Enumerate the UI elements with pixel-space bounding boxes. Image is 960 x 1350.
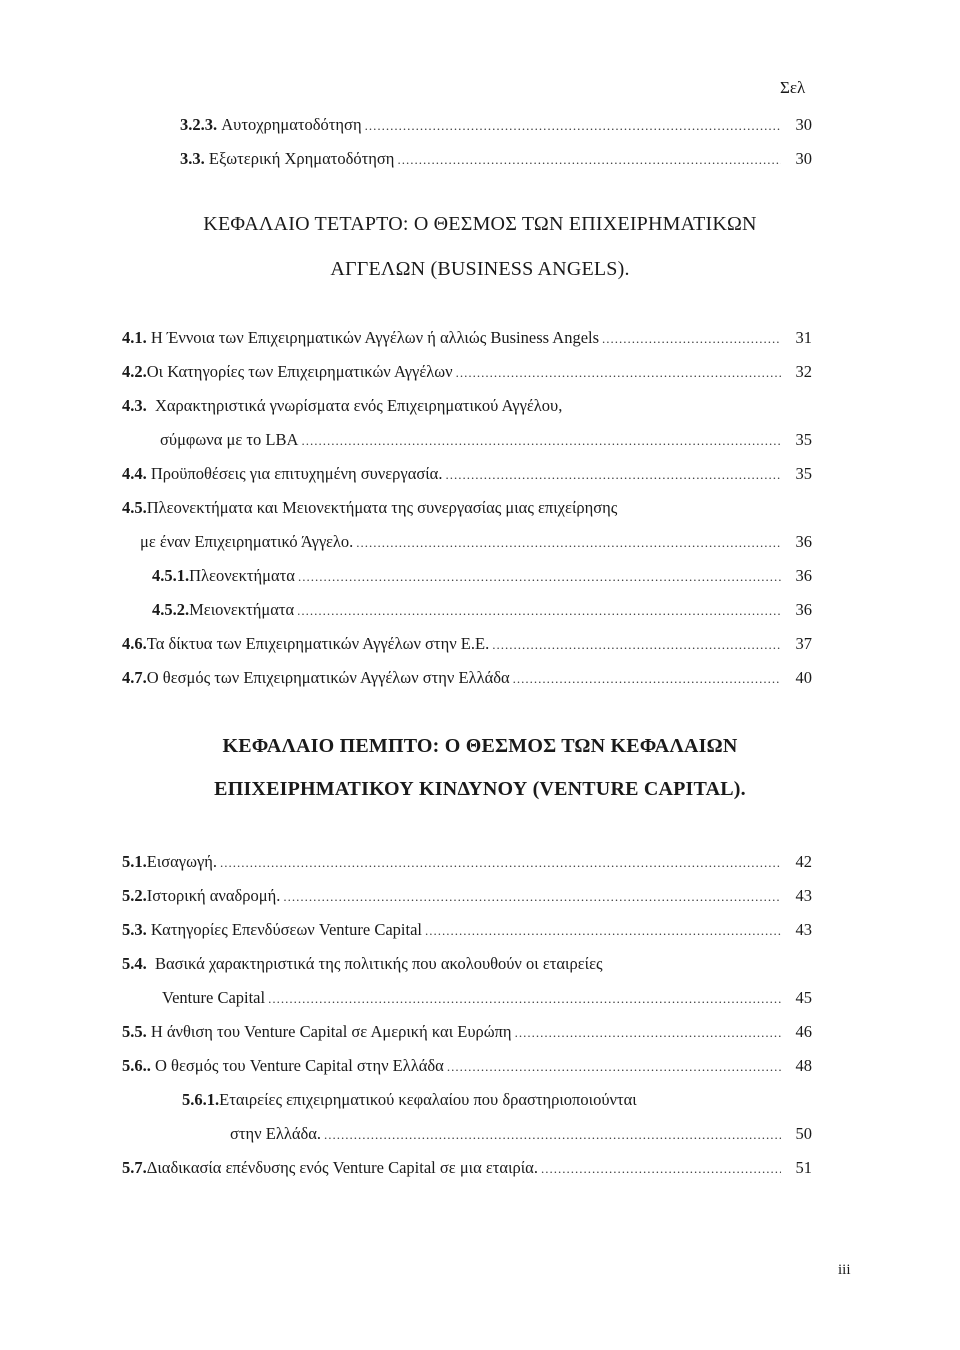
toc-entry <box>180 115 812 135</box>
entry-number: 5.2. <box>122 886 147 905</box>
toc-entry-continuation <box>160 430 812 450</box>
entry-title: Αυτοχρηματοδότηση <box>221 115 362 134</box>
toc-entry <box>122 1158 812 1178</box>
leader-dots <box>356 535 781 551</box>
leader-dots <box>513 671 781 687</box>
entry-title: Προϋποθέσεις για επιτυχημένη συνεργασία. <box>150 464 443 483</box>
entry-title: Ο θεσμός του Venture Capital στην Ελλάδα <box>155 1056 444 1075</box>
entry-page: 36 <box>795 566 812 585</box>
entry-number: 5.6.1. <box>182 1090 220 1109</box>
entry-page: 42 <box>795 852 812 871</box>
entry-number: 4.5.1. <box>152 566 190 585</box>
leader-dots <box>447 1059 781 1075</box>
entry-page: 35 <box>795 464 812 483</box>
page-number: iii <box>838 1262 851 1278</box>
entry-page: 37 <box>795 634 812 653</box>
leader-dots <box>541 1161 781 1177</box>
entry-page: 48 <box>795 1056 812 1075</box>
leader-dots <box>268 991 781 1007</box>
leader-dots <box>297 603 781 619</box>
toc-entry <box>122 1022 812 1042</box>
entry-number: 4.4. <box>122 464 147 483</box>
toc-entry <box>122 954 603 974</box>
leader-dots <box>602 331 781 347</box>
toc-entry <box>122 498 617 518</box>
entry-page: 51 <box>795 1158 812 1177</box>
entry-number: 5.6.. <box>122 1056 151 1075</box>
entry-title: Ο θεσμός των Επιχειρηματικών Αγγέλων στην Ελλάδα <box>146 668 510 687</box>
entry-number: 4.6. <box>122 634 147 653</box>
entry-number: 4.7. <box>122 668 147 687</box>
entry-title: Βασικά χαρακτηριστικά της πολιτικής που ακολουθούν οι εταιρείες <box>155 954 603 973</box>
leader-dots <box>397 152 781 168</box>
leader-dots <box>365 118 781 134</box>
entry-title-continued: Venture Capital <box>162 988 266 1007</box>
leader-dots <box>220 855 781 871</box>
entry-page: 43 <box>795 920 812 939</box>
entry-title: Εξωτερική Χρηματοδότηση <box>208 149 395 168</box>
chapter-heading: ΕΠΙΧΕΙΡΗΜΑΤΙΚΟΥ ΚΙΝΔΥΝΟΥ (VENTURE CAPITAL). <box>214 778 746 800</box>
entry-page: 50 <box>795 1124 812 1143</box>
toc-entry <box>122 668 812 688</box>
entry-page: 43 <box>795 886 812 905</box>
toc-entry <box>122 362 812 382</box>
toc-entry <box>182 1090 637 1110</box>
entry-page: 36 <box>795 600 812 619</box>
toc-entry <box>122 464 812 484</box>
entry-title: Διαδικασία επένδυσης ενός Venture Capital σε μια εταιρία. <box>146 1158 538 1177</box>
entry-number: 5.7. <box>122 1158 147 1177</box>
toc-entry-continuation <box>230 1124 812 1144</box>
entry-title-continued: σύμφωνα με το LBA <box>160 430 299 449</box>
page-column-header: Σελ <box>780 78 806 97</box>
toc-entry <box>122 634 812 654</box>
entry-page: 30 <box>795 115 812 134</box>
chapter-heading: ΑΓΓΕΛΩΝ (BUSINESS ANGELS). <box>330 258 630 280</box>
leader-dots <box>445 467 781 483</box>
entry-page: 31 <box>795 328 812 347</box>
entry-number: 3.3. <box>180 149 205 168</box>
entry-title: Ιστορική αναδρομή. <box>146 886 281 905</box>
entry-page: 30 <box>795 149 812 168</box>
entry-number: 3.2.3. <box>180 115 218 134</box>
toc-entry <box>122 920 812 940</box>
toc-entry-continuation <box>140 532 812 552</box>
toc-entry-continuation <box>162 988 812 1008</box>
entry-number: 4.5.2. <box>152 600 190 619</box>
entry-title: Τα δίκτυα των Επιχειρηματικών Αγγέλων στην Ε.Ε. <box>146 634 490 653</box>
entry-title-continued: με έναν Επιχειρηματικό Άγγελο. <box>140 532 354 551</box>
entry-title: Η Έννοια των Επιχειρηματικών Αγγέλων ή αλλιώς Business Angels <box>150 328 600 347</box>
entry-number: 4.1. <box>122 328 147 347</box>
entry-title: Εισαγωγή. <box>146 852 218 871</box>
leader-dots <box>515 1025 781 1041</box>
leader-dots <box>283 889 781 905</box>
entry-title: Εταιρείες επιχειρηματικού κεφαλαίου που δραστηριοποιούνται <box>219 1090 637 1109</box>
toc-entry <box>152 600 812 620</box>
toc-entry <box>122 396 562 416</box>
entry-number: 5.4. <box>122 954 147 973</box>
leader-dots <box>298 569 781 585</box>
entry-number: 5.3. <box>122 920 147 939</box>
entry-title: Πλεονεκτήματα και Μειονεκτήματα της συνεργασίας μιας επιχείρησης <box>146 498 618 517</box>
toc-entry <box>122 1056 812 1076</box>
entry-number: 5.5. <box>122 1022 147 1041</box>
entry-title: Μειονεκτήματα <box>189 600 295 619</box>
leader-dots <box>324 1127 781 1143</box>
toc-entry <box>122 328 812 348</box>
toc-entry <box>122 886 812 906</box>
toc-entry <box>122 852 812 872</box>
entry-page: 32 <box>795 362 812 381</box>
entry-number: 5.1. <box>122 852 147 871</box>
entry-title: Πλεονεκτήματα <box>189 566 295 585</box>
entry-number: 4.3. <box>122 396 147 415</box>
entry-title: Η άνθιση του Venture Capital σε Αμερική και Ευρώπη <box>150 1022 512 1041</box>
leader-dots <box>301 433 781 449</box>
chapter-heading: ΚΕΦΑΛΑΙΟ ΠΕΜΠΤΟ: Ο ΘΕΣΜΟΣ ΤΩΝ ΚΕΦΑΛΑΙΩΝ <box>222 735 738 757</box>
leader-dots <box>456 365 781 381</box>
entry-page: 40 <box>795 668 812 687</box>
entry-title: Οι Κατηγορίες των Επιχειρηματικών Αγγέλων <box>146 362 453 381</box>
leader-dots <box>492 637 781 653</box>
toc-entry <box>152 566 812 586</box>
entry-number: 4.2. <box>122 362 147 381</box>
entry-title: Χαρακτηριστικά γνωρίσματα ενός Επιχειρηματικού Αγγέλου, <box>155 396 563 415</box>
entry-title-continued: στην Ελλάδα. <box>230 1124 322 1143</box>
leader-dots <box>425 923 781 939</box>
toc-entry <box>180 149 812 169</box>
chapter-heading: ΚΕΦΑΛΑΙΟ ΤΕΤΑΡΤΟ: Ο ΘΕΣΜΟΣ ΤΩΝ ΕΠΙΧΕΙΡΗΜΑΤΙΚΩΝ <box>203 213 757 235</box>
entry-page: 45 <box>795 988 812 1007</box>
entry-page: 35 <box>795 430 812 449</box>
entry-page: 46 <box>795 1022 812 1041</box>
entry-page: 36 <box>795 532 812 551</box>
entry-number: 4.5. <box>122 498 147 517</box>
entry-title: Κατηγορίες Επενδύσεων Venture Capital <box>150 920 422 939</box>
